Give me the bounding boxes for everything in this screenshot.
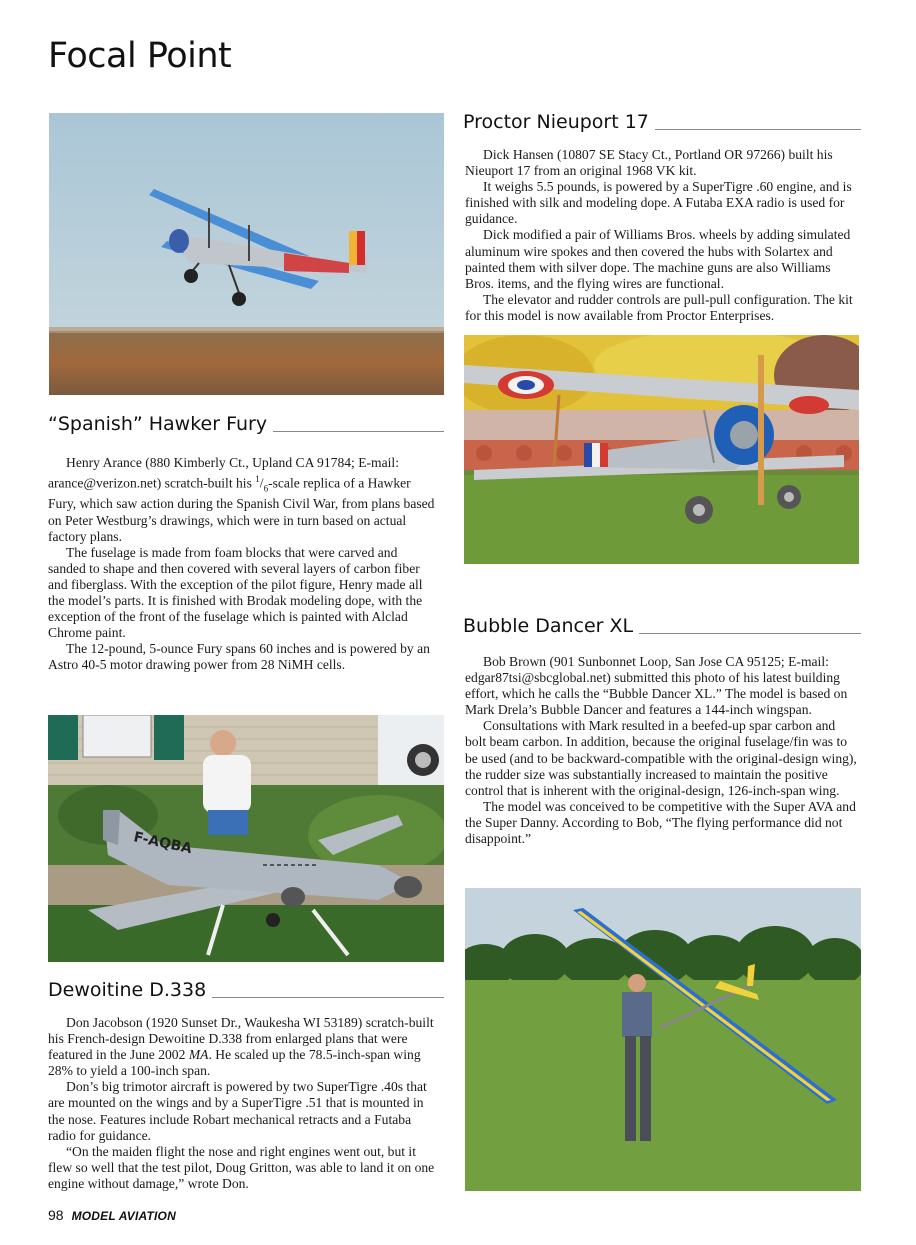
- hawker-fury-photo: [49, 113, 444, 395]
- dewoitine-paragraph-1: Don Jacobson (1920 Sunset Dr., Waukesha WI 53189) scratch-built his French-design Dewoitine D.338 from enlarged plans that were featured in the June 2002 MA. He scaled up the 78.5-inch-span wing 28% to yield a 100-inch span.: [48, 1015, 434, 1079]
- svg-text:F-AQBA: F-AQBA: [132, 829, 194, 858]
- hawker-fury-paragraph-2: The fuselage is made from foam blocks that were carved and sanded to shape and then covered with several layers of carbon fiber and fiberglass. With the exception of the pilot figure, Henry made all the model’s parts. It is finished with Brodak modeling dope, with the exception of the front of the fuselage which is painted with Alclad Chrome paint.: [48, 544, 423, 641]
- nieuport-paragraph-1: Dick Hansen (10807 SE Stacy Ct., Portland OR 97266) built his Nieuport 17 from an original 1968 VK kit.: [465, 147, 833, 179]
- bubble-dancer-article: [465, 654, 859, 847]
- hawker-fury-paragraph-3: The 12-pound, 5-ounce Fury spans 60 inches and is powered by an Astro 40-5 motor drawing power from 28 NiMH cells.: [48, 641, 430, 673]
- hawker-fury-article: [48, 455, 435, 673]
- nieuport-article: [465, 147, 859, 324]
- nieuport-heading-text: Proctor Nieuport 17: [463, 111, 649, 133]
- dewoitine-heading: [48, 979, 444, 1001]
- dewoitine-photo: [48, 715, 444, 962]
- bubble-dancer-paragraph-3: The model was conceived to be competitive with the Super AVA and the Super Danny. According to Bob, “The flying performance did not disappoint.”: [465, 798, 856, 847]
- hawker-fury-heading: [48, 413, 444, 435]
- dewoitine-heading-text: Dewoitine D.338: [48, 979, 207, 1001]
- magazine-name: MODEL AVIATION: [71, 1209, 176, 1223]
- bubble-dancer-paragraph-1: Bob Brown (901 Sunbonnet Loop, San Jose CA 95125; E-mail: edgar87tsi@sbcglobal.net) submitted this photo of his latest building effort, which he calls the “Bubble Dancer XL.” The model is based on Mark Drela’s Bubble Dancer and features a 144-inch wingspan.: [465, 654, 848, 718]
- bubble-dancer-paragraph-2: Consultations with Mark resulted in a beefed-up spar carbon and bolt beam carbon. In addition, because the original fuselage/fin was to be used (and to be backward-compatible with the original-design wing), the rudder size was substantially increased to maintain the positive control that is inherent with the original-design, 126-inch-span wing.: [465, 718, 857, 798]
- bubble-dancer-heading: [463, 615, 861, 637]
- nieuport-paragraph-2: It weighs 5.5 pounds, is powered by a SuperTigre .60 engine, and is finished with silk and modeling dope. A Futaba EXA radio is used for guidance.: [465, 179, 852, 227]
- nieuport-paragraph-4: The elevator and rudder controls are pull-pull configuration. The kit for this model is now available from Proctor Enterprises.: [465, 291, 853, 323]
- page-title: Focal Point: [48, 36, 232, 76]
- nieuport-photo: [464, 335, 859, 564]
- dewoitine-article: [48, 1015, 440, 1192]
- bubble-dancer-photo: [465, 888, 861, 1191]
- bubble-dancer-heading-text: Bubble Dancer XL: [463, 615, 634, 637]
- hawker-fury-paragraph-1: Henry Arance (880 Kimberly Ct., Upland CA 91784; E-mail: arance@verizon.net) scratch-built his $^1/_6$-scale replica of a Hawker Fury, which saw action during the Spanish Civil War, from plans based on Peter Westburg’s drawings, which were in turn based on actual factory plans.: [48, 455, 435, 544]
- dewoitine-paragraph-3: “On the maiden flight the nose and right engines went out, but it flew so well that the test pilot, Doug Gritton, was able to land it on one engine without damage,” wrote Don.: [48, 1143, 435, 1191]
- nieuport-paragraph-3: Dick modified a pair of Williams Bros. wheels by adding simulated aluminum wire spokes and then covered the hubs with Solartex and painted them with silver dope. The machine guns are also Williams Bros. items, and the flying wires are functional.: [465, 227, 851, 291]
- page-footer: [48, 1207, 176, 1223]
- nieuport-heading: [463, 111, 861, 133]
- page-number: 98: [48, 1207, 64, 1223]
- dewoitine-paragraph-2: Don’s big trimotor aircraft is powered by two SuperTigre .40s that are mounted on the wings and by a SuperTigre .51 that is mounted in the nose. Features include Robart mechanical retracts and a Futaba radio for guidance.: [48, 1079, 427, 1143]
- hawker-fury-heading-text: “Spanish” Hawker Fury: [48, 413, 268, 435]
